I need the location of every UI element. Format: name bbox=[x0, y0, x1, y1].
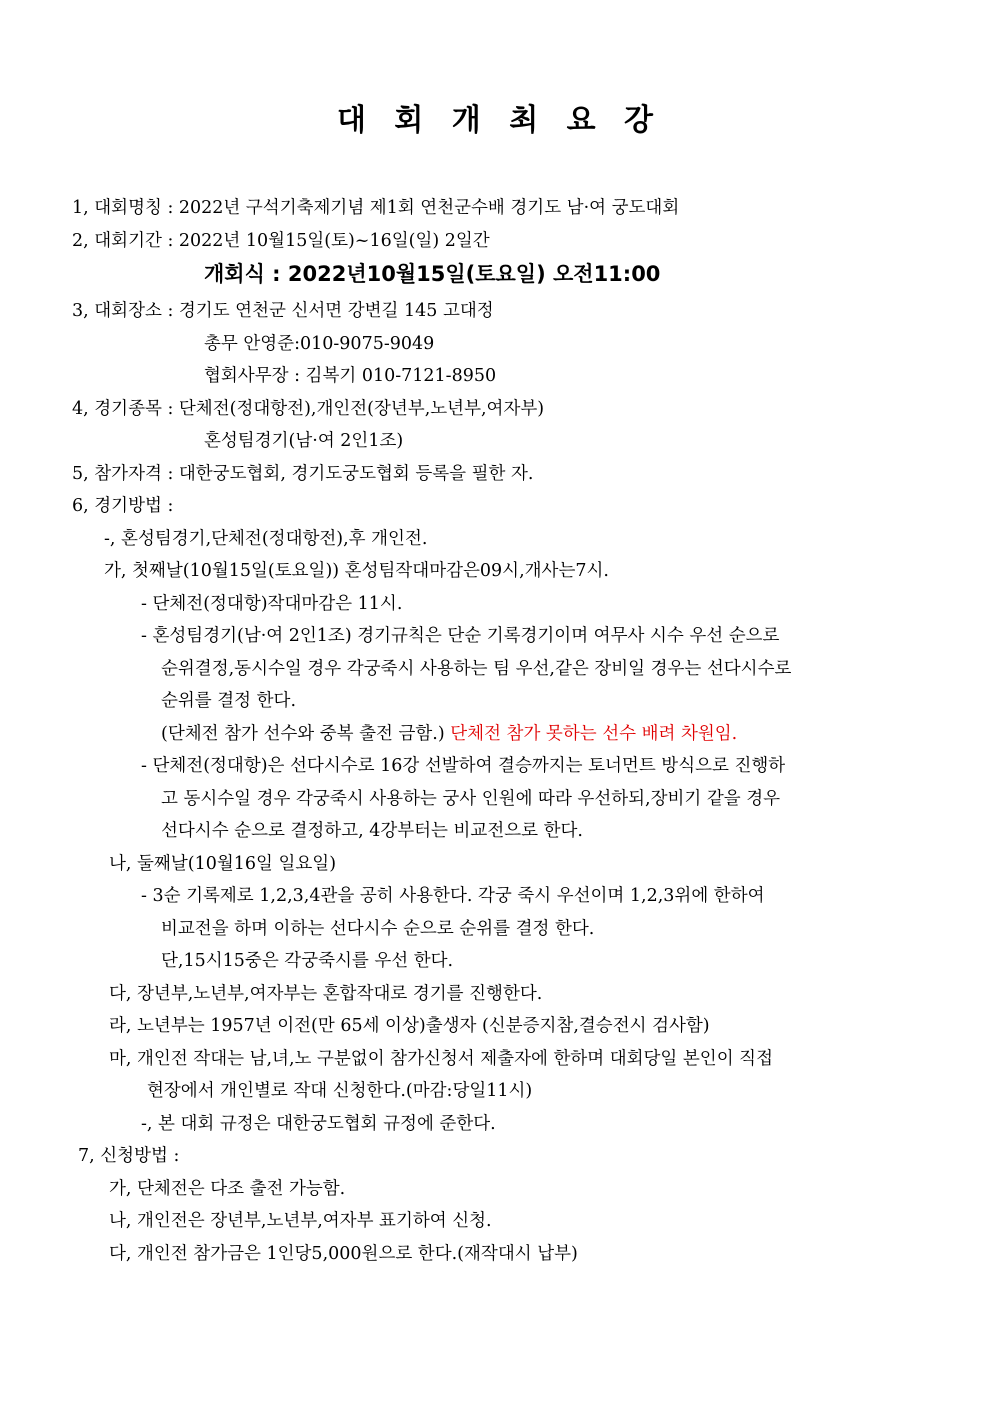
contact-general-affairs: 총무 안영준:010-9075-9049 bbox=[204, 334, 435, 354]
item-5-eligibility: 5, 참가자격 : 대한궁도협회, 경기도궁도협회 등록을 필한 자. bbox=[72, 464, 534, 484]
opening-ceremony: 개회식 : 2022년10월15일(토요일) 오전11:00 bbox=[204, 262, 661, 286]
application-team: 가, 단체전은 다조 출전 가능함. bbox=[109, 1179, 346, 1199]
individual-assignment-line-2: 현장에서 개인별로 작대 신청한다.(마감:당일11시) bbox=[147, 1081, 533, 1101]
method-order: -, 혼성팀경기,단체전(정대항전),후 개인전. bbox=[104, 529, 428, 549]
events-mixed-team: 혼성팀경기(남·여 2인1조) bbox=[204, 431, 404, 451]
item-3-venue: 3, 대회장소 : 경기도 연천군 신서면 강변길 145 고대정 bbox=[72, 301, 494, 321]
item-7-application-heading: 7, 신청방법 : bbox=[78, 1146, 180, 1166]
document-title: 대 회 개 최 요 강 bbox=[336, 103, 656, 138]
item-6-method-heading: 6, 경기방법 : bbox=[72, 496, 174, 516]
day-2-rules-line-1: - 3순 기록제로 1,2,3,4관을 공히 사용한다. 각궁 죽시 우선이며 1,2,3위에 한하여 bbox=[141, 886, 765, 906]
team-rules-line-3: 선다시수 순으로 결정하고, 4강부터는 비교전으로 한다. bbox=[161, 821, 583, 841]
division-mixed-assignment: 다, 장년부,노년부,여자부는 혼합작대로 경기를 진행한다. bbox=[109, 984, 543, 1004]
duplicate-entry-note bbox=[161, 723, 737, 745]
application-individual: 나, 개인전은 장년부,노년부,여자부 표기하여 신청. bbox=[109, 1211, 492, 1231]
team-rules-line-2: 고 동시수일 경우 각궁죽시 사용하는 궁사 인원에 따라 우선하되,장비기 같을 경우 bbox=[161, 789, 781, 809]
application-fee: 다, 개인전 참가금은 1인당5,000원으로 한다.(재작대시 납부) bbox=[109, 1244, 578, 1264]
day-2-rules-line-2: 비교전을 하며 이하는 선다시수 순으로 순위를 결정 한다. bbox=[161, 919, 595, 939]
team-deadline: - 단체전(정대항)작대마감은 11시. bbox=[141, 594, 403, 614]
mixed-rules-line-2: 순위결정,동시수일 경우 각궁죽시 사용하는 팀 우선,같은 장비일 경우는 선다시수로 bbox=[161, 659, 792, 679]
rules-reference: -, 본 대회 규정은 대한궁도협회 규정에 준한다. bbox=[141, 1114, 496, 1134]
item-2-event-period: 2, 대회기간 : 2022년 10월15일(토)~16일(일) 2일간 bbox=[72, 231, 490, 251]
mixed-rules-line-1: - 혼성팀경기(남·여 2인1조) 경기규칙은 단순 기록경기이며 여무사 시수 우선 순으로 bbox=[141, 626, 780, 646]
individual-assignment-line-1: 마, 개인전 작대는 남,녀,노 구분없이 참가신청서 제출자에 한하며 대회당일 본인이 직접 bbox=[109, 1049, 773, 1069]
team-rules-line-1: - 단체전(정대항)은 선다시수로 16강 선발하여 결승까지는 토너먼트 방식으로 진행하 bbox=[141, 756, 786, 776]
day-2-rules-line-3: 단,15시15중은 각궁죽시를 우선 한다. bbox=[161, 951, 454, 971]
item-4-events: 4, 경기종목 : 단체전(정대항전),개인전(장년부,노년부,여자부) bbox=[72, 399, 545, 419]
mixed-rules-line-3: 순위를 결정 한다. bbox=[161, 691, 297, 711]
item-1-event-name: 1, 대회명칭 : 2022년 구석기축제기념 제1회 연천군수배 경기도 남·여 궁도대회 bbox=[72, 198, 680, 218]
day-2-heading: 나, 둘째날(10월16일 일요일) bbox=[109, 854, 337, 874]
senior-eligibility: 라, 노년부는 1957년 이전(만 65세 이상)출생자 (신분증지참,결승전시 검사함) bbox=[109, 1016, 710, 1036]
duplicate-entry-text: (단체전 참가 선수와 중복 출전 금함.) bbox=[161, 724, 445, 744]
contact-secretary: 협회사무장 : 김복기 010-7121-8950 bbox=[204, 366, 497, 386]
day-1-heading: 가, 첫째날(10월15일(토요일)) 혼성팀작대마감은09시,개사는7시. bbox=[104, 561, 609, 581]
consideration-note: 단체전 참가 못하는 선수 배려 차원임. bbox=[450, 724, 738, 744]
